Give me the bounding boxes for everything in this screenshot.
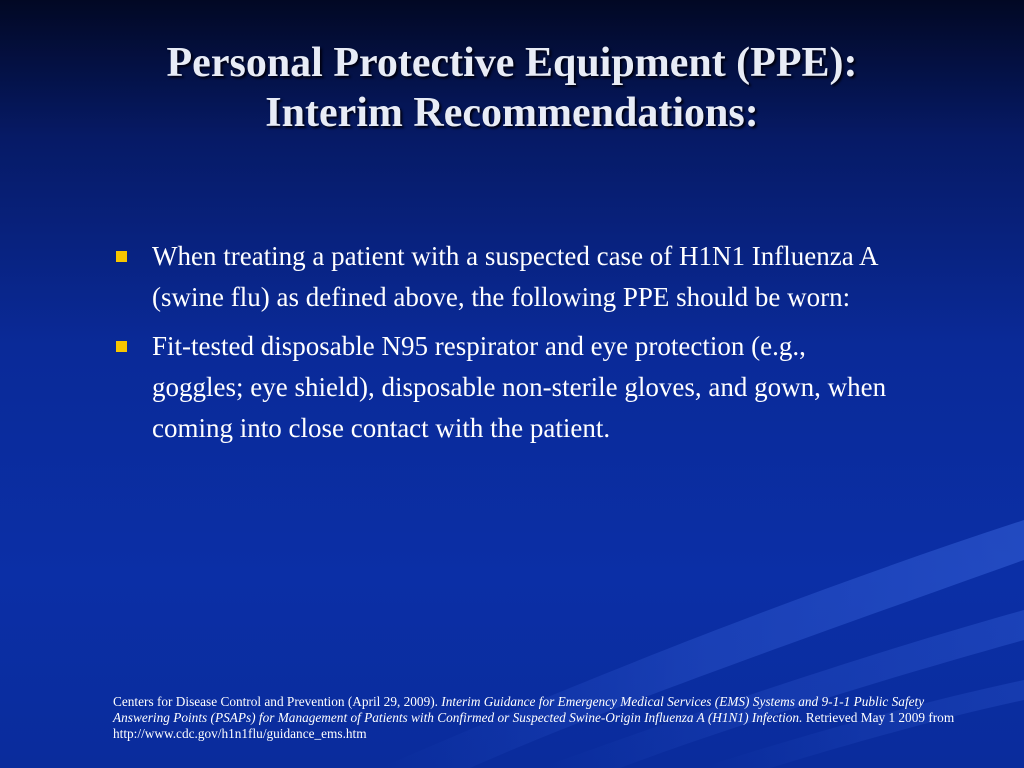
slide-title-line-2: Interim Recommendations: <box>265 90 759 136</box>
bullet-text: Fit-tested disposable N95 respirator and eye protection (e.g., goggles; eye shield), disposable non-sterile gloves, and gown, when coming into close contact with the patient. <box>152 331 887 443</box>
citation-suffix: Retrieved May 1 2009 from http://www.cdc.gov/h1n1flu/guidance_ems.htm <box>113 710 955 741</box>
bullet-item <box>110 236 900 318</box>
source-citation <box>113 694 973 742</box>
bullet-list <box>110 236 900 457</box>
bullet-item <box>110 326 900 449</box>
slide-title <box>40 38 984 138</box>
square-bullet-icon <box>116 341 127 352</box>
slide-title-line-1: Personal Protective Equipment (PPE): <box>166 40 858 86</box>
citation-prefix: Centers for Disease Control and Prevention (April 29, 2009). <box>113 694 442 709</box>
citation-title: Interim Guidance for Emergency Medical Services (EMS) Systems and 9-1-1 Public Safety Answering Points (PSAPs) for Management of Patients with Confirmed or Suspected Swine-Origin Influenza A (H1N1) Infection. <box>113 694 925 725</box>
square-bullet-icon <box>116 251 127 262</box>
bullet-text: When treating a patient with a suspected case of H1N1 Influenza A (swine flu) as defined above, the following PPE should be worn: <box>152 241 877 312</box>
